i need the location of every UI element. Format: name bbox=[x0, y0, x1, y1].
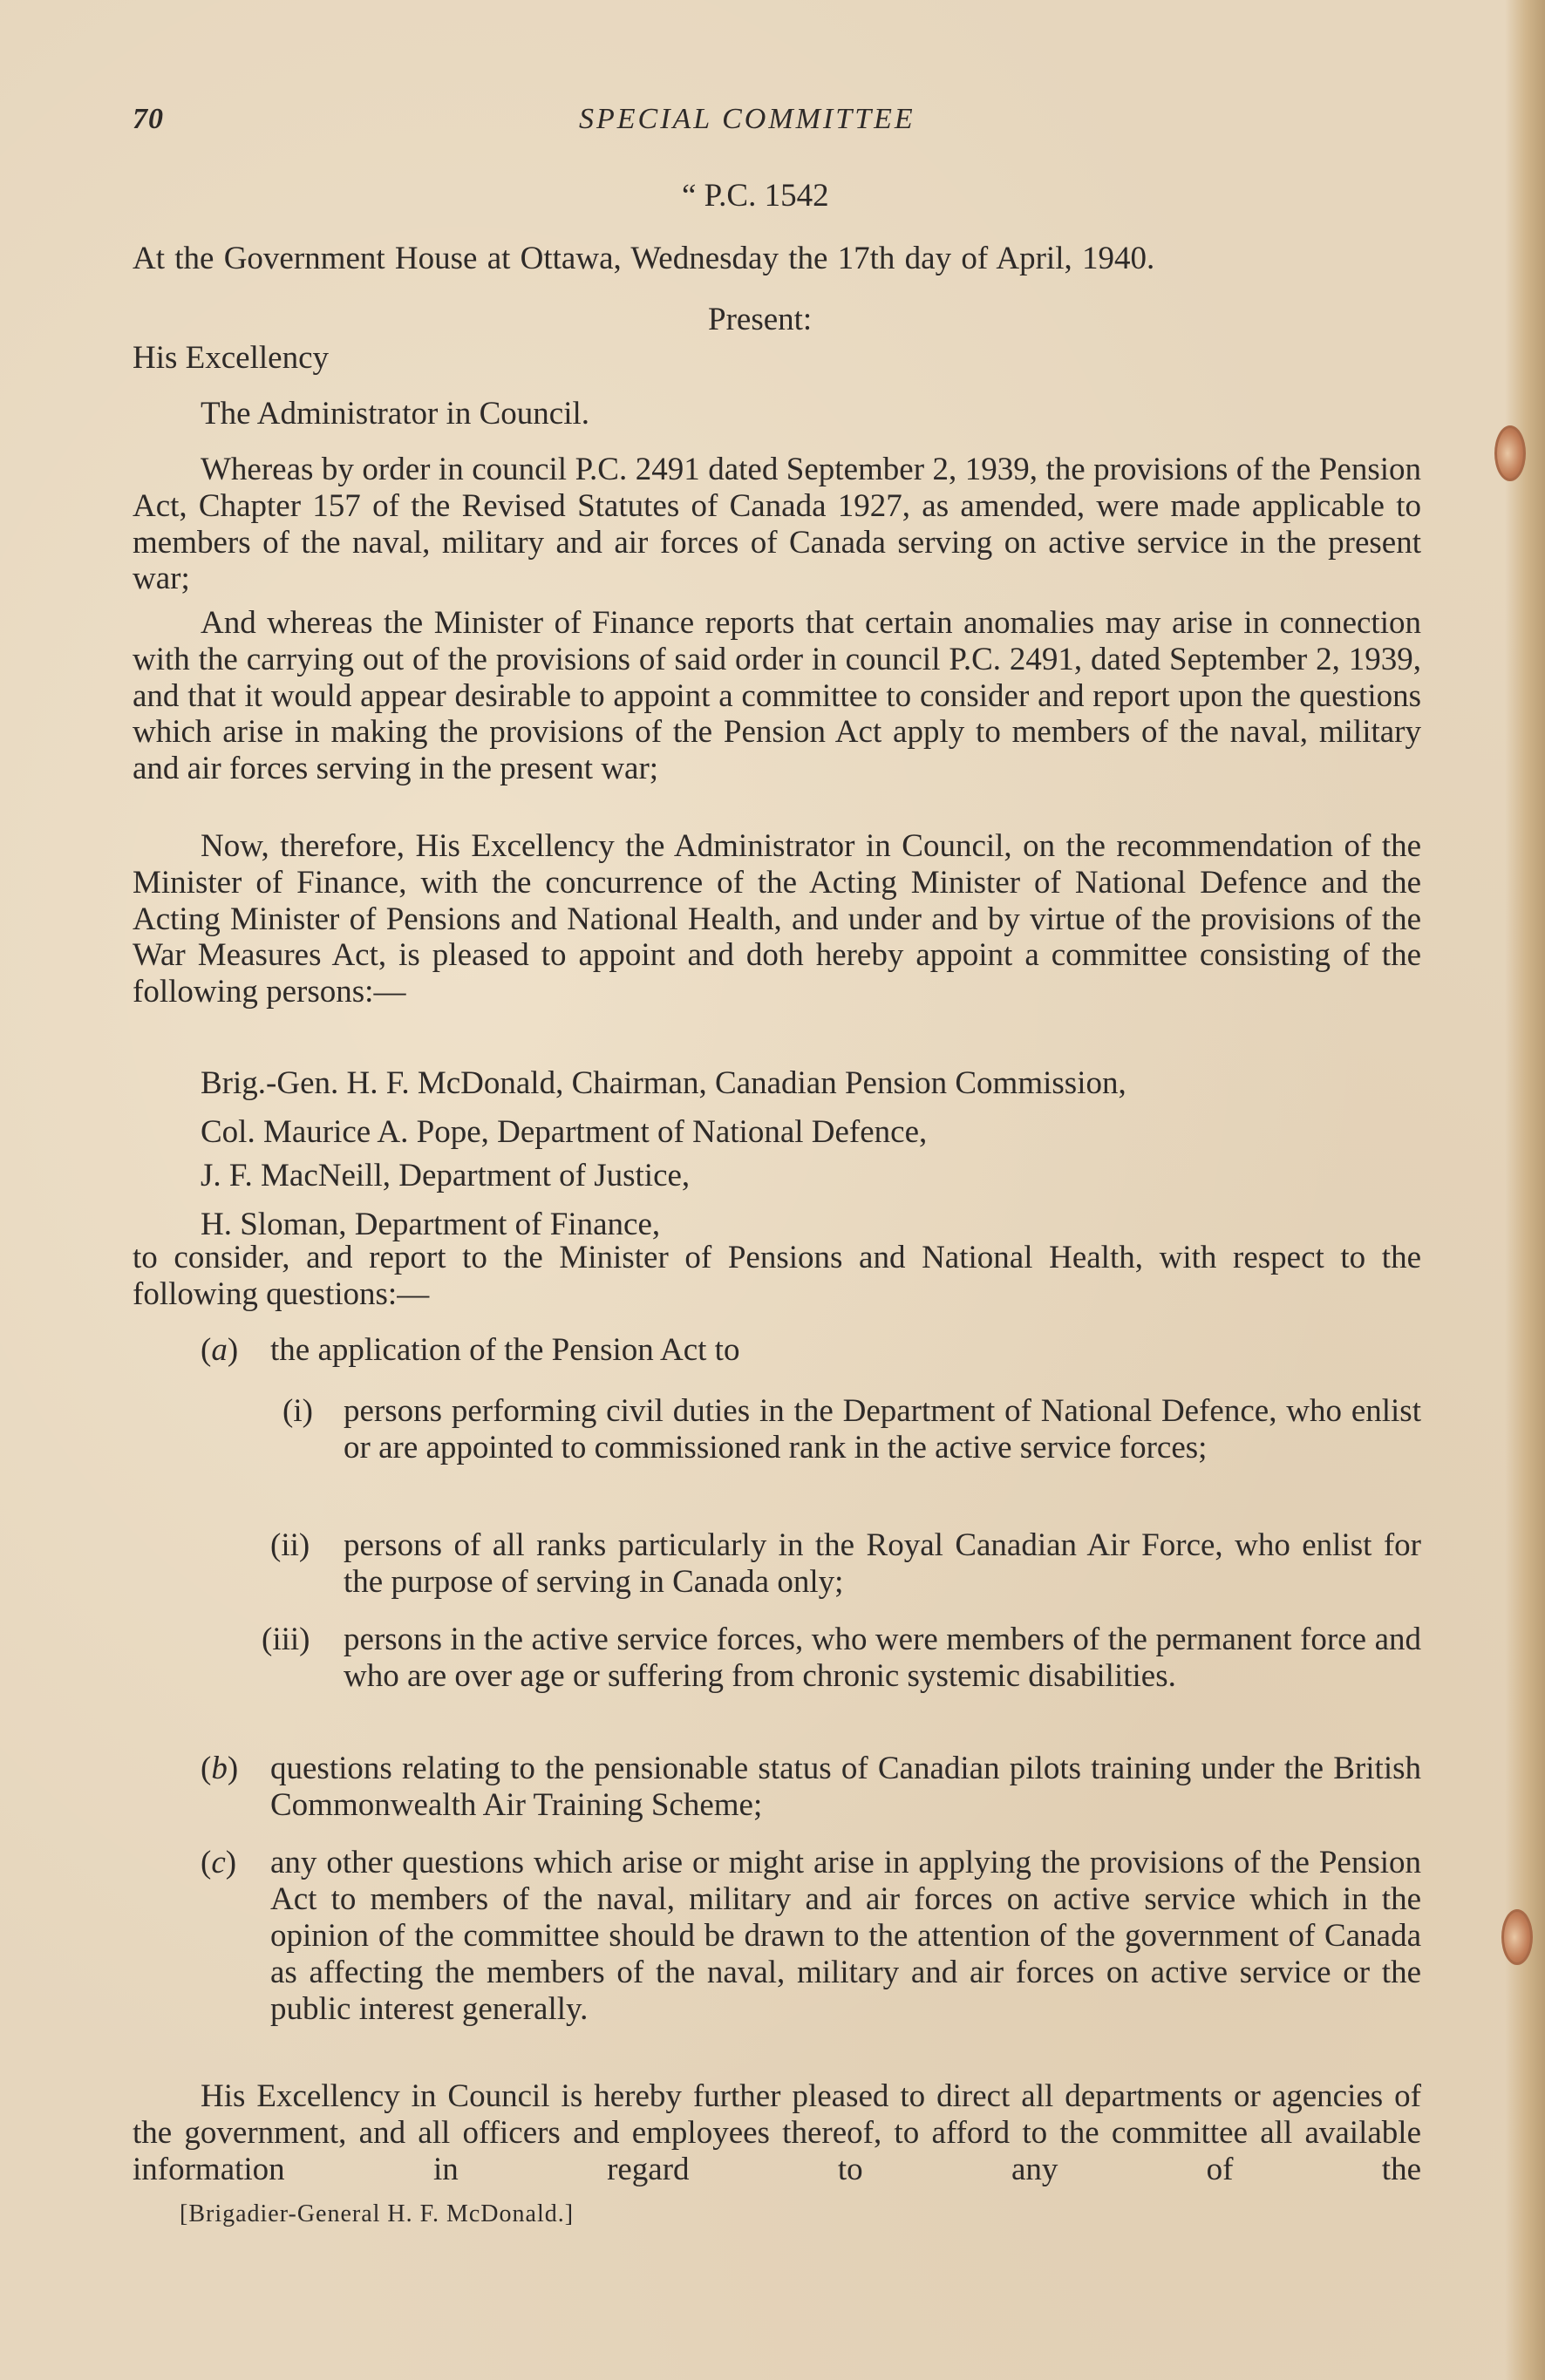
subitem-ii-text: persons of all ranks particularly in the Royal Canadian Air Force, who enlist for the purpose of serving in Canada only; bbox=[344, 1527, 1421, 1600]
question-b-marker: (b) bbox=[201, 1751, 239, 1786]
subitem-ii-label: (ii) bbox=[270, 1527, 310, 1563]
committee-member: J. F. MacNeill, Department of Justice, bbox=[201, 1158, 691, 1193]
binding-hole bbox=[1501, 1909, 1533, 1965]
page-number: 70 bbox=[133, 103, 164, 135]
question-c-label: c bbox=[211, 1845, 226, 1880]
now-therefore-paragraph: Now, therefore, His Excellency the Administrator in Council, on the recommendation of the Minister of Finance, with the concurrence of the Acting Minister of National Defence and the Acting Minister of Pensions and National Health, and under and by virtue of the provisions of the War Measures Act, is pleased to appoint and doth hereby appoint a committee consisting of the following persons:— bbox=[133, 828, 1421, 1010]
page-edge bbox=[1505, 0, 1545, 2380]
question-b-text: questions relating to the pensionable status of Canadian pilots training under the British Commonwealth Air Training Scheme; bbox=[270, 1751, 1421, 1823]
whereas-paragraph: Whereas by order in council P.C. 2491 dated September 2, 1939, the provisions of the Pension Act, Chapter 157 of the Revised Statutes of Canada 1927, as amended, were made applicable to members of the naval, military and air forces of Canada serving on active service in the present war; bbox=[133, 452, 1421, 597]
subitem-i-text: persons performing civil duties in the Department of National Defence, who enlist or are appointed to commissioned rank in the active service forces; bbox=[344, 1393, 1421, 1465]
question-c-marker: (c) bbox=[201, 1845, 237, 1880]
further-paragraph: His Excellency in Council is hereby further pleased to direct all departments or agencies of the government, and all officers and employees thereof, to afford to the committee all available information in regard to any of the bbox=[133, 2078, 1421, 2187]
binding-hole bbox=[1494, 425, 1526, 481]
page-header bbox=[133, 103, 1423, 141]
and-whereas-paragraph: And whereas the Minister of Finance reports that certain anomalies may arise in connection with the carrying out of the provisions of said order in council P.C. 2491, dated September 2, 1939, and that it would appear desirable to appoint a committee to consider and report upon the questions which arise in making the provisions of the Pension Act apply to members of the naval, military and air forces serving in the present war; bbox=[133, 605, 1421, 787]
question-a-marker: (a) bbox=[201, 1332, 239, 1368]
subitem-i-label: (i) bbox=[282, 1393, 313, 1429]
committee-member: H. Sloman, Department of Finance, bbox=[201, 1207, 661, 1242]
order-number: “ P.C. 1542 bbox=[682, 178, 829, 214]
running-head: SPECIAL COMMITTEE bbox=[579, 103, 915, 135]
administrator-in-council: The Administrator in Council. bbox=[201, 396, 590, 432]
present-label: Present: bbox=[708, 302, 813, 337]
subitem-iii-label: (iii) bbox=[262, 1622, 310, 1657]
committee-member: Col. Maurice A. Pope, Department of National Defence, bbox=[201, 1114, 928, 1150]
question-c-text: any other questions which arise or might arise in applying the provisions of the Pension Act to members of the naval, military and air forces on active service which in the opinion of the committee should be drawn to the attention of the government of Canada as affecting the members of the naval, military and air forces on active service or the public interest generally. bbox=[270, 1845, 1421, 2027]
speaker-footer: [Brigadier-General H. F. McDonald.] bbox=[180, 2200, 575, 2227]
place-date: At the Government House at Ottawa, Wednesday the 17th day of April, 1940. bbox=[133, 241, 1155, 276]
question-a-label: a bbox=[211, 1332, 228, 1368]
his-excellency: His Excellency bbox=[133, 340, 329, 376]
subitem-iii-text: persons in the active service forces, who were members of the permanent force and who are over age or suffering from chronic systemic disabilities. bbox=[344, 1622, 1421, 1694]
question-a-text: the application of the Pension Act to bbox=[270, 1332, 740, 1368]
question-b-label: b bbox=[211, 1751, 228, 1786]
committee-member: Brig.-Gen. H. F. McDonald, Chairman, Canadian Pension Commission, bbox=[201, 1065, 1126, 1101]
to-consider-paragraph: to consider, and report to the Minister of Pensions and National Health, with respect to the following questions:— bbox=[133, 1240, 1421, 1312]
